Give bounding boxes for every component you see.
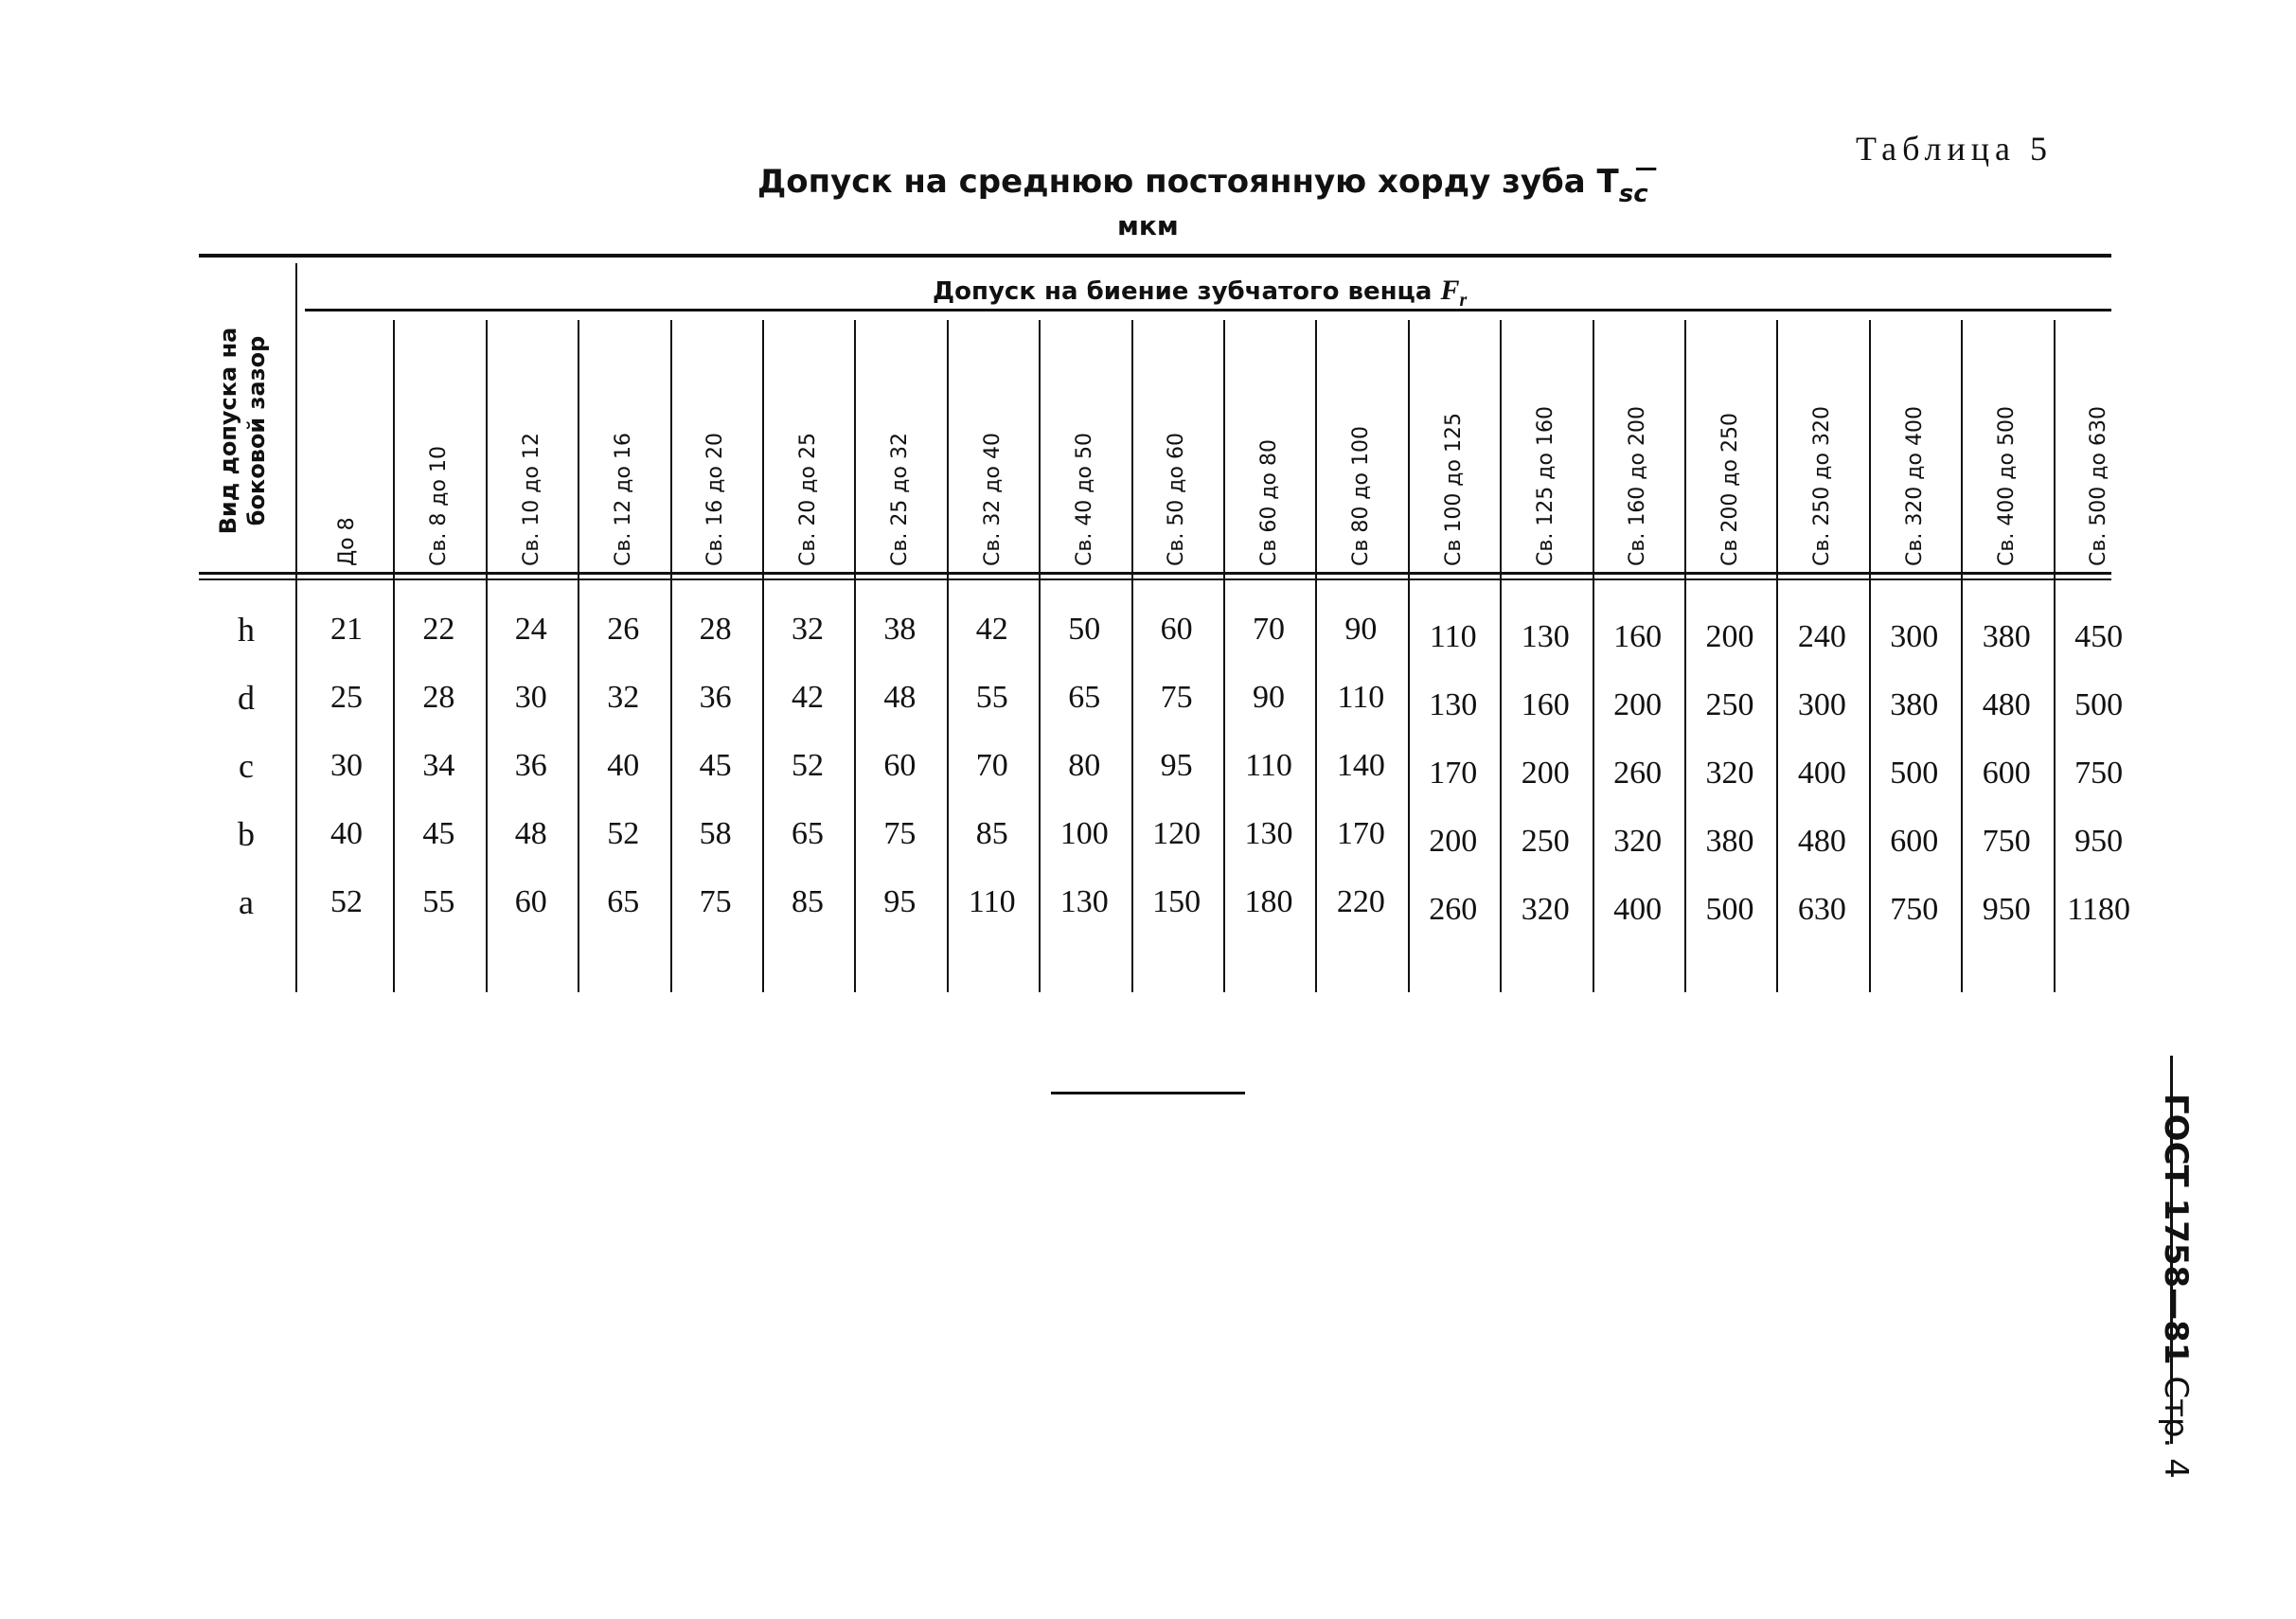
table-cell: 34 bbox=[422, 748, 455, 783]
table-cell: 36 bbox=[699, 680, 732, 715]
footer-standard-mark bbox=[2157, 1094, 2195, 1479]
column-header: Св. 320 до 400 bbox=[1902, 406, 1927, 566]
column-header: До 8 bbox=[334, 517, 359, 566]
table-cell: 110 bbox=[1337, 680, 1385, 715]
column-header: Св. 10 до 12 bbox=[519, 433, 543, 566]
column-header: Св 60 до 80 bbox=[1256, 439, 1281, 566]
table-cell: 48 bbox=[883, 680, 917, 715]
table-cell: 25 bbox=[330, 680, 363, 715]
table-cell: 400 bbox=[1797, 756, 1846, 791]
table-cell: 52 bbox=[792, 748, 824, 783]
table-cell: 70 bbox=[1253, 612, 1285, 647]
table-cell: 600 bbox=[1982, 756, 2031, 791]
table-cell: 750 bbox=[2074, 756, 2124, 791]
table-title-subscript: sc bbox=[1618, 180, 1648, 208]
table-cell: 110 bbox=[1429, 619, 1477, 654]
table-cell: 32 bbox=[792, 612, 824, 647]
table-cell: 52 bbox=[330, 884, 363, 919]
table-cell: 58 bbox=[699, 816, 732, 851]
table-cell: 65 bbox=[1068, 680, 1101, 715]
column-header: Св. 25 до 32 bbox=[888, 433, 913, 566]
table-cell: 85 bbox=[792, 884, 824, 919]
column-header: Св 200 до 250 bbox=[1718, 413, 1742, 566]
column-header: Св. 500 до 630 bbox=[2087, 406, 2111, 566]
table-cell: 52 bbox=[607, 816, 640, 851]
table-cell: 65 bbox=[607, 884, 640, 919]
table-title-text: Допуск на среднюю постоянную хорду зуба T bbox=[757, 163, 1619, 201]
table-cell: 380 bbox=[1705, 824, 1754, 859]
table-cell: 100 bbox=[1059, 816, 1109, 851]
column-header: Св. 125 до 160 bbox=[1533, 406, 1557, 566]
group-header bbox=[933, 275, 1467, 311]
column-header: Св. 400 до 500 bbox=[1994, 406, 2019, 566]
table-cell: 300 bbox=[1890, 619, 1939, 654]
table-cell: 300 bbox=[1797, 687, 1846, 722]
table-cell: 120 bbox=[1152, 816, 1201, 851]
column-header: Св. 20 до 25 bbox=[795, 433, 820, 566]
stub-vertical-rule bbox=[295, 263, 297, 992]
table-cell: 60 bbox=[883, 748, 917, 783]
table-cell: 60 bbox=[1160, 612, 1193, 647]
table-cell: 1180 bbox=[2067, 892, 2130, 927]
table-cell: 55 bbox=[975, 680, 1008, 715]
table-cell: 220 bbox=[1336, 884, 1385, 919]
table-cell: 170 bbox=[1429, 756, 1478, 791]
table-cell: 60 bbox=[514, 884, 547, 919]
table-cell: 320 bbox=[1521, 892, 1570, 927]
table-cell: 28 bbox=[422, 680, 455, 715]
column-header: Св 80 до 100 bbox=[1349, 426, 1374, 566]
table-cell: 55 bbox=[422, 884, 455, 919]
table-cell: 380 bbox=[1982, 619, 2031, 654]
separator-rule bbox=[1051, 1092, 1245, 1094]
table-cell: 160 bbox=[1613, 619, 1663, 654]
table-cell: 45 bbox=[422, 816, 455, 851]
table-cell: 42 bbox=[975, 612, 1008, 647]
table-cell: 21 bbox=[330, 612, 363, 647]
row-label: b bbox=[238, 815, 255, 853]
column-header: Св. 16 до 20 bbox=[703, 433, 728, 566]
table-cell: 400 bbox=[1613, 892, 1663, 927]
standard-number: ГОСТ 1758—81 bbox=[2157, 1094, 2195, 1365]
table-cell: 950 bbox=[1982, 892, 2031, 927]
table-cell: 750 bbox=[1890, 892, 1939, 927]
column-header: Св. 8 до 10 bbox=[427, 446, 452, 566]
table-cell: 30 bbox=[514, 680, 547, 715]
table-cell: 160 bbox=[1521, 687, 1570, 722]
table-cell: 180 bbox=[1244, 884, 1293, 919]
table-cell: 500 bbox=[1705, 892, 1754, 927]
table-cell: 500 bbox=[2074, 687, 2124, 722]
table-cell: 45 bbox=[699, 748, 732, 783]
table-cell: 250 bbox=[1705, 687, 1754, 722]
row-label: d bbox=[238, 679, 255, 717]
table-cell: 110 bbox=[1245, 748, 1292, 783]
row-label: a bbox=[239, 883, 254, 921]
top-rule bbox=[199, 254, 2111, 258]
column-header: Св. 250 до 320 bbox=[1810, 406, 1835, 566]
table-cell: 130 bbox=[1429, 687, 1478, 722]
table-cell: 22 bbox=[422, 612, 455, 647]
table-cell: 320 bbox=[1705, 756, 1754, 791]
table-cell: 24 bbox=[514, 612, 547, 647]
page-number: Стр. 4 bbox=[2157, 1376, 2195, 1479]
table-cell: 130 bbox=[1521, 619, 1570, 654]
table-cell: 50 bbox=[1068, 612, 1101, 647]
table-cell: 90 bbox=[1253, 680, 1285, 715]
table-cell: 40 bbox=[607, 748, 640, 783]
table-cell: 26 bbox=[607, 612, 640, 647]
table-cell: 90 bbox=[1344, 612, 1378, 647]
column-header: Св. 160 до 200 bbox=[1626, 406, 1650, 566]
table-cell: 48 bbox=[514, 816, 547, 851]
column-header: Св. 40 до 50 bbox=[1072, 433, 1096, 566]
column-header: Св. 32 до 40 bbox=[980, 433, 1005, 566]
table-cell: 75 bbox=[1160, 680, 1193, 715]
table-cell: 480 bbox=[1982, 687, 2031, 722]
group-header-text: Допуск на биение зубчатого венца bbox=[933, 277, 1433, 306]
table-cell: 200 bbox=[1521, 756, 1570, 791]
table-cell: 260 bbox=[1613, 756, 1663, 791]
table-cell: 75 bbox=[883, 816, 917, 851]
table-cell: 140 bbox=[1336, 748, 1385, 783]
table-cell: 95 bbox=[1160, 748, 1193, 783]
table-cell: 42 bbox=[792, 680, 824, 715]
table-cell: 500 bbox=[1890, 756, 1939, 791]
table-cell: 450 bbox=[2074, 619, 2124, 654]
table-cell: 750 bbox=[1982, 824, 2031, 859]
table-cell: 200 bbox=[1429, 824, 1478, 859]
table-cell: 28 bbox=[699, 612, 732, 647]
stub-header: Вид допуска на боковой зазор bbox=[215, 327, 270, 535]
row-label: h bbox=[238, 611, 255, 649]
table-cell: 95 bbox=[883, 884, 917, 919]
column-header: Св. 50 до 60 bbox=[1165, 433, 1189, 566]
table-cell: 950 bbox=[2074, 824, 2124, 859]
table-cell: 110 bbox=[968, 884, 1016, 919]
table-cell: 240 bbox=[1797, 619, 1846, 654]
table-cell: 130 bbox=[1244, 816, 1293, 851]
table-unit: мкм bbox=[1117, 210, 1179, 241]
table-cell: 65 bbox=[792, 816, 824, 851]
column-header: Св. 12 до 16 bbox=[611, 433, 635, 566]
table-cell: 70 bbox=[975, 748, 1008, 783]
table-cell: 480 bbox=[1797, 824, 1846, 859]
table-cell: 260 bbox=[1429, 892, 1478, 927]
table-cell: 85 bbox=[975, 816, 1008, 851]
table-cell: 36 bbox=[514, 748, 547, 783]
table-cell: 30 bbox=[330, 748, 363, 783]
table-cell: 170 bbox=[1336, 816, 1385, 851]
row-label: c bbox=[239, 747, 254, 785]
table-cell: 38 bbox=[883, 612, 917, 647]
column-header: Св 100 до 125 bbox=[1441, 413, 1466, 566]
table-title bbox=[757, 154, 1671, 208]
table-cell: 380 bbox=[1890, 687, 1939, 722]
table-cell: 130 bbox=[1059, 884, 1109, 919]
table-cell: 600 bbox=[1890, 824, 1939, 859]
table-title-overbar: — bbox=[1634, 154, 1658, 181]
table-cell: 150 bbox=[1152, 884, 1201, 919]
table-cell: 40 bbox=[330, 816, 363, 851]
table-cell: 630 bbox=[1797, 892, 1846, 927]
table-cell: 75 bbox=[699, 884, 732, 919]
table-cell: 320 bbox=[1613, 824, 1663, 859]
table-cell: 200 bbox=[1613, 687, 1663, 722]
table-cell: 80 bbox=[1068, 748, 1101, 783]
table-cell: 32 bbox=[607, 680, 640, 715]
table-cell: 250 bbox=[1521, 824, 1570, 859]
group-header-variable: $F_r$ bbox=[1440, 275, 1468, 311]
table-number-label: Таблица 5 bbox=[1856, 130, 2053, 168]
table-cell: 200 bbox=[1705, 619, 1754, 654]
